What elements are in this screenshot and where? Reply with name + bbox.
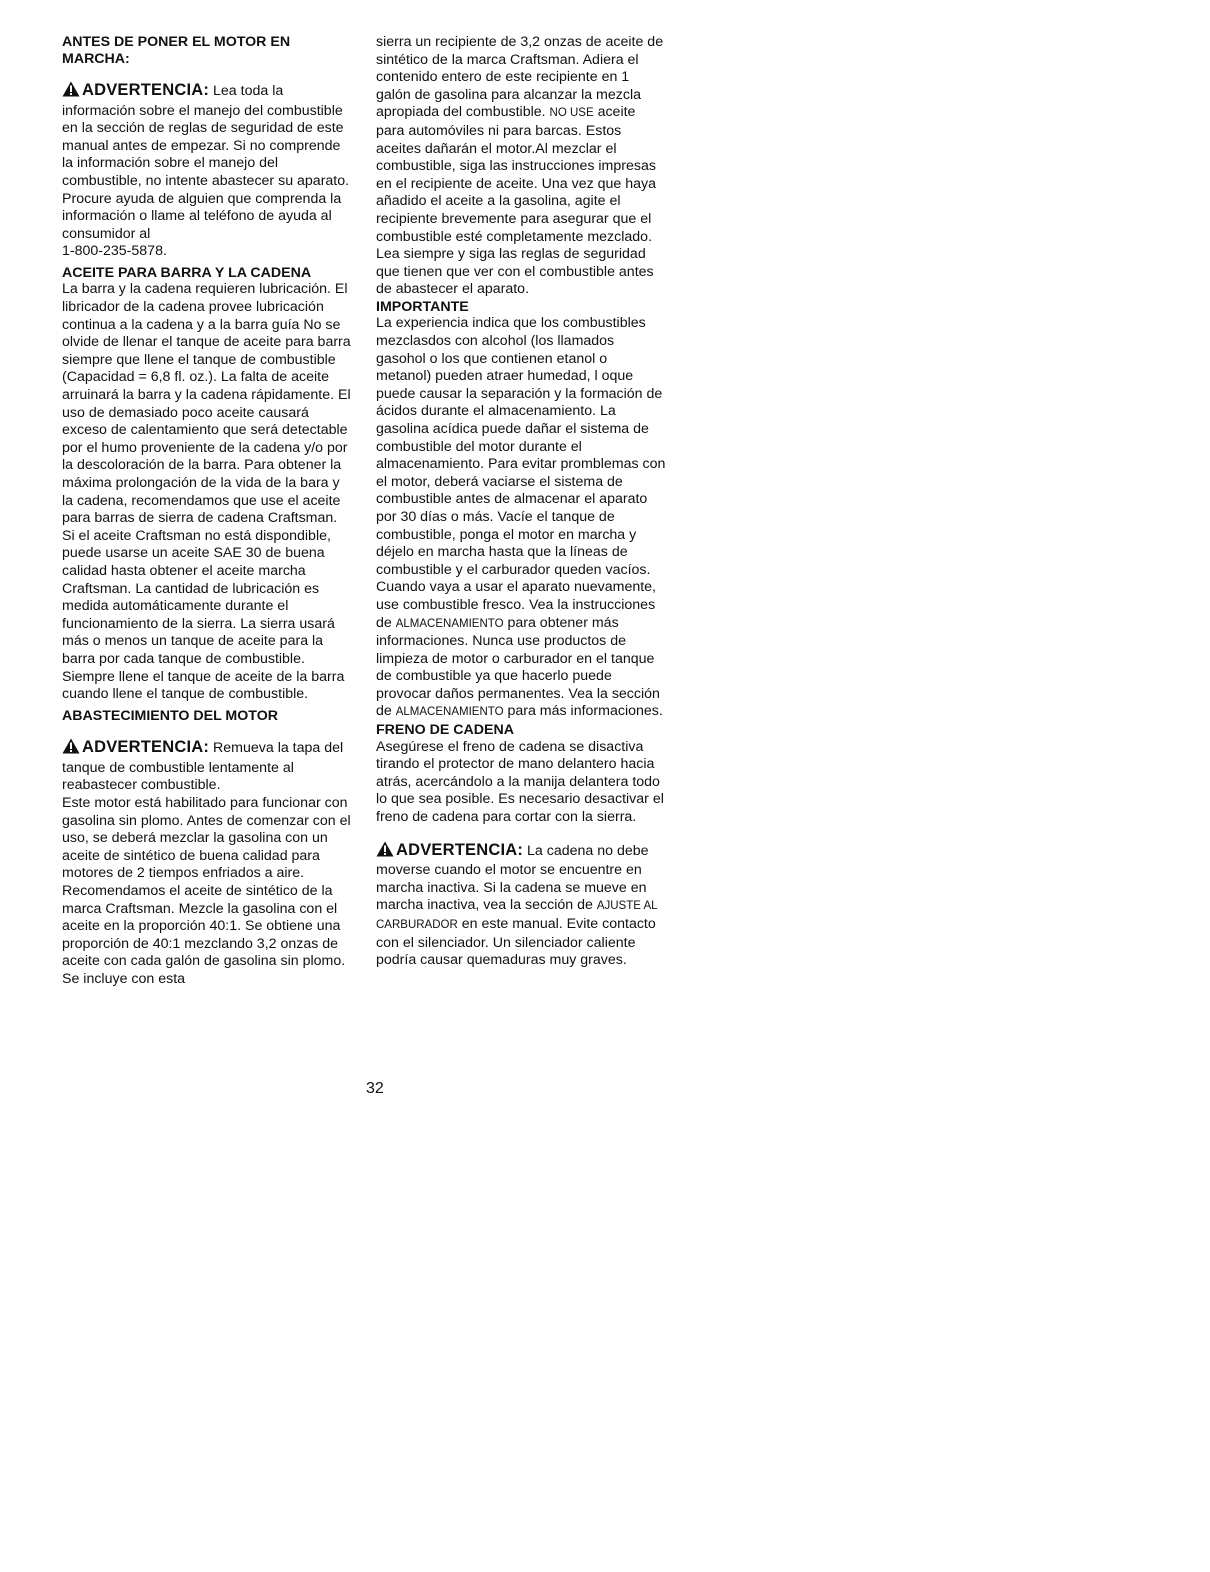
warning-triangle-icon: [62, 738, 80, 760]
important-text-2: para obtener más informaciones. Nunca use productos de limpieza de motor o carburador en el tanque de combustible ya que hacerlo puede provocar daños permanentes. Vea la sección de: [376, 614, 660, 720]
no-use-emphasis: NO USE: [549, 107, 594, 120]
page-number: 32: [366, 1080, 384, 1097]
important-text-3: para más informaciones.: [507, 703, 663, 720]
warning-text: Lea toda la información sobre el manejo del combustible en la sección de reglas de seguridad de este manual antes de empezar. Si no comprende la información sobre el manejo del combustible, no intente abastecer su aparato. Procure ayuda de alguien que comprenda la información o llame al teléfono de ayuda al consumidor al: [62, 83, 350, 242]
important-paragraph: [376, 315, 666, 722]
warning-triangle-icon: [62, 81, 80, 103]
heading-start-engine: ANTES DE PONER EL MOTOR EN MARCHA:: [62, 34, 291, 67]
heading-important: IMPORTANTE: [376, 298, 469, 315]
important-text: La experiencia indica que los combustibles mezclasdos con alcohol (los llamados gasohol o los que contienen etanol o metanol) pueden atraer humedad, l oque puede causar la separación y la formación de ácidos durante el almacenamiento. La gasolina acídica puede dañar el sistema de combustible del motor durante el almacenamiento. Para evitar promblemas con el motor, deberá vaciarse el sistema de combustible antes de almacenar el aparato por 30 días o más. Vacíe el tanque de combustible, ponga el motor en marcha y déjelo en marcha hasta que la líneas de combustible y el carburador queden vacíos. Cuando vaya a usar el aparato nuevamente, use combustible fresco. Vea la instrucciones de: [376, 315, 666, 631]
heading-bar-chain-oil: ACEITE PARA BARRA Y LA CADENA: [62, 264, 312, 281]
storage-reference: ALMACENAMIENTO: [395, 706, 504, 719]
warning-block-1: [62, 81, 352, 261]
oil-paragraph: La barra y la cadena requieren lubricación. El libricador de la cadena provee lubricación continua a la cadena y a la barra guía No se olvide de llenar el tanque de aceite para barra siempre que llene el tanque de combustible (Capacidad = 6,8 fl. oz.). La falta de aceite arruinará la barra y la cadena rápidamente. El uso de demasiado poco aceite causará exceso de calentamiento que será detectable por el humo proveniente de la cadena y/o por la descoloración de la barra. Para obtener la máxima prolongación de la vida de la bara y la cadena, recomendamos que use el aceite para barras de sierra de cadena Craftsman. Si el aceite Craftsman no está dispondible, puede usarse un aceite SAE 30 de buena calidad hasta obtener el aceite marcha Craftsman. La cantidad de lubricación es medida automáticamente durante el funcionamiento de la sierra. La sierra usará más o menos un tanque de aceite para la barra por cada tanque de combustible. Siempre llene el tanque de aceite de la barra cuando llene el tanque de combustible.: [62, 281, 351, 703]
brake-paragraph: Asegúrese el freno de cadena se disactiva tirando el protector de mano delantero hacia atrás, acercándolo a la manija delantera todo lo que sea posible. Es necesario desactivar el freno de cadena para cortar con la sierra.: [376, 738, 664, 825]
storage-reference: ALMACENAMIENTO: [395, 617, 504, 630]
warning-text: La cadena no debe moverse cuando el motor se encuentre en marcha inactiva. Si la cadena se mueve en marcha inactiva, vea la sección de: [376, 842, 649, 914]
warning-label: ADVERTENCIA:: [82, 738, 210, 757]
fuel-paragraph: Este motor está habilitado para funcionar con gasolina sin plomo. Antes de comenzar con el uso, se deberá mezclar la gasolina con un aceite de sintético de buena calidad para motores de 2 tiempos enfriados a aire. Recomendamos el aceite de sintético de la marca Craftsman. Mezcle la gasolina con el aceite en la proporción 40:1. Se obtiene una proporción de 40:1 mezclando 3,2 onzas de aceite con cada galón de gasolina sin plomo. Se incluye con esta: [62, 794, 351, 987]
warning-block-3: [376, 841, 666, 970]
warning-label: ADVERTENCIA:: [396, 840, 524, 859]
warning-label: ADVERTENCIA:: [82, 81, 210, 99]
heading-chain-brake: FRENO DE CADENA: [376, 722, 514, 739]
fuel-continued-text-2: aceite para automóviles ni para barcas. Estos aceites dañarán el motor.Al mezclar el combustible, siga las instrucciones impresas en el recipiente de aceite. Una vez que haya añadido el aceite a la gasolina, agite el recipiente brevemente para asegurar que el combustible esté completamente mezclado. Lea siempre y siga las reglas de seguridad que tienen que ver con el combustible antes de abastecer el aparato.: [376, 104, 656, 298]
right-column: [376, 34, 666, 970]
consumer-phone: 1-800-235-5878.: [62, 243, 167, 260]
warning-text: Remueva la tapa del tanque de combustible lentamente al reabastecer combustible.: [62, 740, 344, 794]
warning-text-2: en este manual. Evite contacto con el silenciador. Un silenciador caliente podría causar quemaduras muy graves.: [376, 915, 656, 969]
warning-block-2: [62, 738, 352, 795]
carburetor-reference: AJUSTE AL CARBURADOR: [376, 900, 658, 931]
warning-triangle-icon: [376, 841, 394, 863]
fuel-continued-text: sierra un recipiente de 3,2 onzas de aceite de sintético de la marca Craftsman. Adiera el contenido entero de este recipiente en 1 galón de gasolina para alcanzar la mezcla apropiada del combustible.: [376, 34, 664, 121]
left-column: [62, 34, 352, 989]
fuel-continued-paragraph: [376, 34, 666, 299]
heading-fueling: ABASTECIMIENTO DEL MOTOR: [62, 707, 278, 724]
